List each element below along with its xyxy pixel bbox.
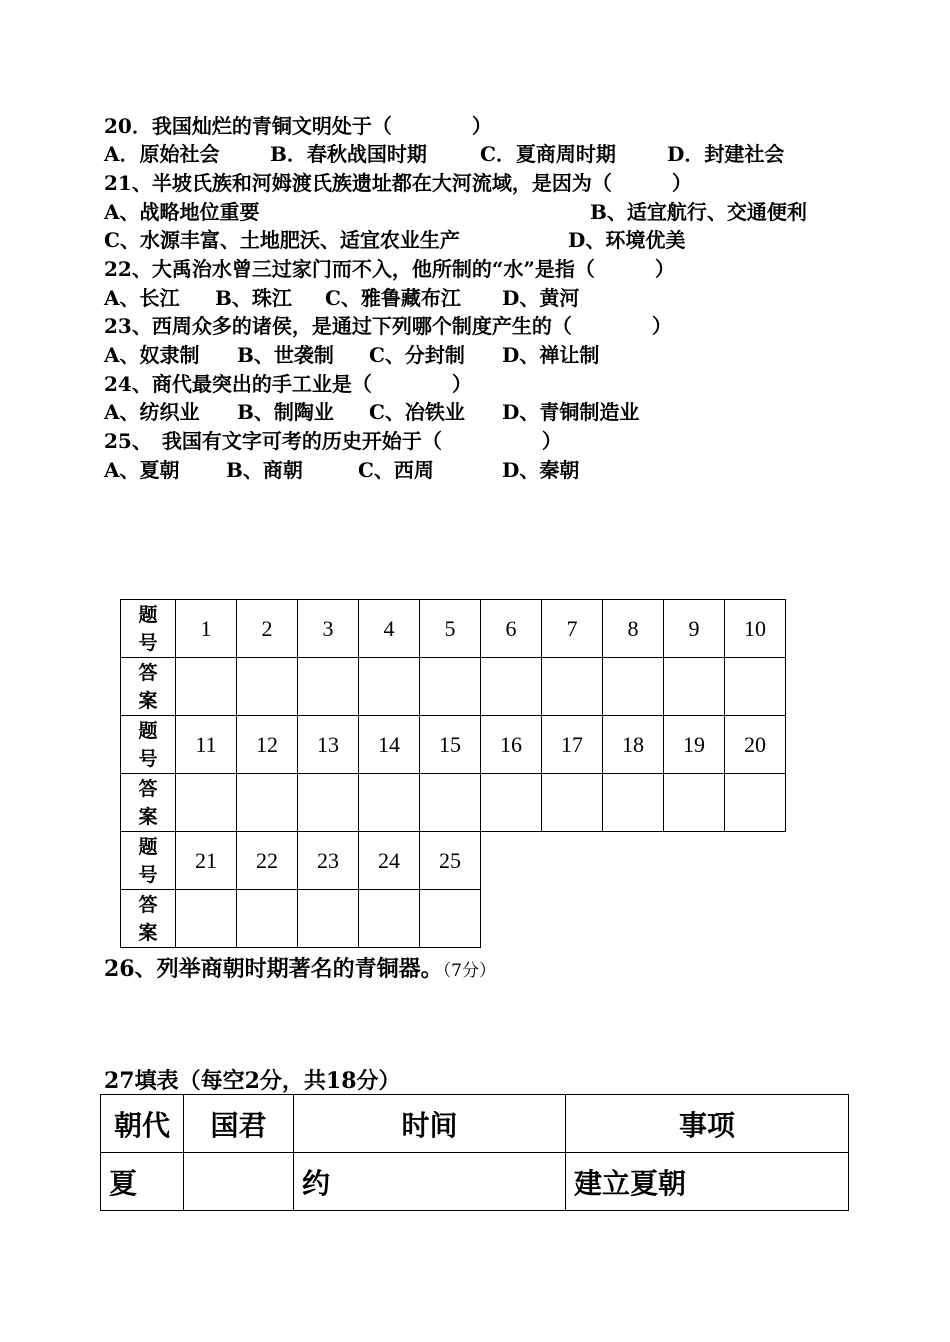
number-header: 题 号: [121, 832, 176, 890]
question-number: 6: [481, 600, 542, 658]
header-event: 事项: [566, 1095, 849, 1153]
question-number: 21: [176, 832, 237, 890]
answer-header: 答 案: [121, 658, 176, 716]
answer-cell[interactable]: [664, 658, 725, 716]
answer-cell[interactable]: [237, 774, 298, 832]
answer-cell[interactable]: [237, 890, 298, 948]
header-time: 时间: [294, 1095, 566, 1153]
dynasty-table-header: [101, 1095, 849, 1153]
question-21-option-d: D、环境优美: [568, 228, 686, 252]
question-number: 3: [298, 600, 359, 658]
question-20-option-b: B．春秋战国时期: [270, 142, 427, 166]
question-26-points: （7分）: [442, 961, 496, 981]
question-22-stem: 22、大禹治水曾三过家门而不入，他所制的“水”是指（ ）: [104, 257, 675, 281]
number-header: 题 号: [121, 600, 176, 658]
answer-cell[interactable]: [420, 658, 481, 716]
grid-number-row-1: [121, 600, 786, 658]
answer-cell[interactable]: [176, 774, 237, 832]
question-21-stem: 21、半坡氏族和河姆渡氏族遗址都在大河流域，是因为（ ）: [104, 171, 692, 195]
grid-number-row-3: [121, 832, 786, 890]
question-21-option-b: B、适宜航行、交通便利: [590, 200, 807, 224]
question-24-option-b: B、制陶业: [237, 400, 334, 424]
question-number: 2: [237, 600, 298, 658]
question-number: 20: [725, 716, 786, 774]
question-number: 17: [542, 716, 603, 774]
grid-answer-row-2: [121, 774, 786, 832]
question-22-option-a: A、长江: [104, 286, 180, 310]
number-header: 题 号: [121, 716, 176, 774]
answer-cell[interactable]: [481, 658, 542, 716]
answer-cell[interactable]: [359, 658, 420, 716]
question-number: 9: [664, 600, 725, 658]
question-21-option-c: C、水源丰富、土地肥沃、适宜农业生产: [104, 228, 460, 252]
answer-cell[interactable]: [420, 774, 481, 832]
answer-cell[interactable]: [176, 890, 237, 948]
answer-cell[interactable]: [298, 658, 359, 716]
answer-cell[interactable]: [359, 774, 420, 832]
question-number: 8: [603, 600, 664, 658]
question-22-option-d: D、黄河: [502, 286, 580, 310]
cell-dynasty: 夏: [101, 1153, 184, 1211]
question-24-option-d: D、青铜制造业: [502, 400, 640, 424]
question-23-option-c: C、分封制: [369, 343, 465, 367]
question-number: 11: [176, 716, 237, 774]
question-20-option-d: D．封建社会: [667, 142, 785, 166]
question-20-stem: 20．我国灿烂的青铜文明处于（ ）: [104, 114, 492, 138]
answer-cell[interactable]: [420, 890, 481, 948]
answer-cell[interactable]: [542, 774, 603, 832]
answer-cell[interactable]: [664, 774, 725, 832]
header-dynasty: 朝代: [101, 1095, 184, 1153]
answer-header: 答 案: [121, 774, 176, 832]
answer-cell[interactable]: [298, 774, 359, 832]
answer-cell[interactable]: [542, 658, 603, 716]
question-25-option-d: D、秦朝: [502, 458, 580, 482]
question-25-option-a: A、夏朝: [104, 458, 180, 482]
question-number: 7: [542, 600, 603, 658]
question-23-stem: 23、西周众多的诸侯，是通过下列哪个制度产生的（ ）: [104, 314, 672, 338]
question-number: 24: [359, 832, 420, 890]
question-22-option-c: C、雅鲁藏布江: [325, 286, 461, 310]
cell-ruler[interactable]: [184, 1153, 294, 1211]
question-number: 13: [298, 716, 359, 774]
question-number: 10: [725, 600, 786, 658]
question-number: 18: [603, 716, 664, 774]
dynasty-table: [100, 1094, 849, 1211]
answer-cell[interactable]: [603, 658, 664, 716]
answer-cell[interactable]: [725, 658, 786, 716]
question-21-option-a: A、战略地位重要: [104, 200, 260, 224]
question-24-option-a: A、纺织业: [104, 400, 200, 424]
grid-blank: [481, 890, 786, 948]
answer-cell[interactable]: [603, 774, 664, 832]
answer-cell[interactable]: [725, 774, 786, 832]
question-number: 16: [481, 716, 542, 774]
header-ruler: 国君: [184, 1095, 294, 1153]
answer-header: 答 案: [121, 890, 176, 948]
cell-event: 建立夏朝: [566, 1153, 849, 1211]
dynasty-table-row: [101, 1153, 849, 1211]
question-number: 12: [237, 716, 298, 774]
question-22-option-b: B、珠江: [215, 286, 292, 310]
grid-blank: [481, 832, 786, 890]
question-number: 1: [176, 600, 237, 658]
question-27-title: 27填表（每空2分，共18分）: [104, 1068, 401, 1094]
answer-grid: [120, 599, 786, 948]
question-25-option-b: B、商朝: [226, 458, 303, 482]
grid-answer-row-1: [121, 658, 786, 716]
question-25-stem: 25、 我国有文字可考的历史开始于（ ）: [104, 429, 562, 453]
question-20-option-c: C．夏商周时期: [480, 142, 616, 166]
question-number: 25: [420, 832, 481, 890]
question-24-option-c: C、冶铁业: [369, 400, 465, 424]
answer-cell[interactable]: [359, 890, 420, 948]
question-number: 15: [420, 716, 481, 774]
question-number: 22: [237, 832, 298, 890]
question-number: 14: [359, 716, 420, 774]
answer-cell[interactable]: [176, 658, 237, 716]
cell-time[interactable]: 约: [294, 1153, 566, 1211]
answer-cell[interactable]: [237, 658, 298, 716]
question-20-option-a: A．原始社会: [104, 142, 220, 166]
question-number: 5: [420, 600, 481, 658]
grid-answer-row-3: [121, 890, 786, 948]
question-number: 23: [298, 832, 359, 890]
question-23-option-a: A、奴隶制: [104, 343, 200, 367]
question-23-option-b: B、世袭制: [237, 343, 334, 367]
question-number: 4: [359, 600, 420, 658]
question-26: [104, 952, 496, 983]
question-23-option-d: D、禅让制: [502, 343, 600, 367]
question-number: 19: [664, 716, 725, 774]
question-25-option-c: C、西周: [358, 458, 434, 482]
question-24-stem: 24、商代最突出的手工业是（ ）: [104, 372, 472, 396]
question-26-text: 26、列举商朝时期著名的青铜器。: [104, 956, 443, 982]
answer-cell[interactable]: [481, 774, 542, 832]
grid-number-row-2: [121, 716, 786, 774]
answer-cell[interactable]: [298, 890, 359, 948]
